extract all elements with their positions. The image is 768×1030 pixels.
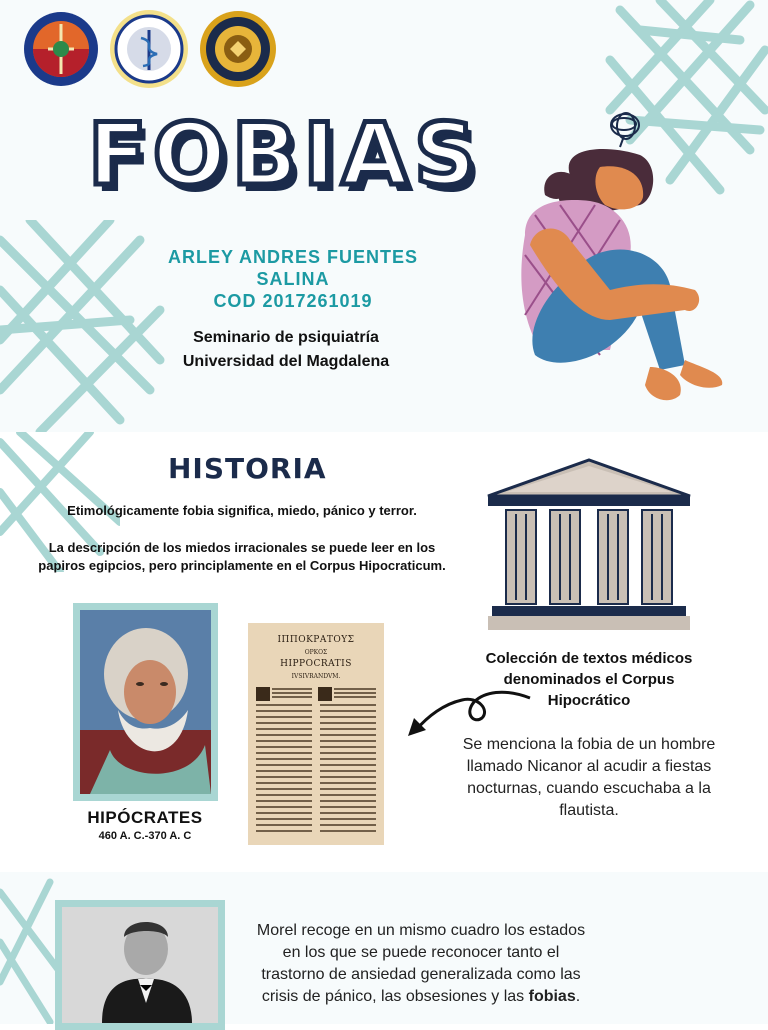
- manuscript-greek-subtitle: ΟΡΚΟΣ: [304, 649, 328, 656]
- author-block: [130, 246, 456, 312]
- student-code: COD 2017261019: [213, 291, 373, 311]
- header-section: [0, 0, 768, 432]
- egyptian-papyri-paragraph: La descripción de los miedos irracionales se puede leer en los papiros egipcios, pero principlamente en el Corpus Hipocraticum.: [38, 540, 446, 573]
- acreditacion-alta-calidad-seal-logo: [198, 9, 278, 89]
- corpus-collection-title: Colección de textos médicos denominados el Corpus Hipocrático: [485, 650, 693, 709]
- morel-period: .: [575, 988, 581, 1005]
- historia-heading: HISTORIA: [168, 452, 327, 485]
- medicina-seal-logo: [108, 8, 190, 90]
- hippocrates-name: HIPÓCRATES: [87, 808, 203, 827]
- page-title: FOBIAS: [88, 105, 482, 205]
- universidad-del-magdalena-seal-logo: [22, 10, 100, 88]
- corpus-manuscript-image: [248, 623, 384, 845]
- greek-temple-icon: [484, 458, 694, 634]
- etymology-paragraph: Etimológicamente fobia significa, miedo, pánico y terror.: [67, 503, 417, 518]
- hippocrates-portrait-image: [80, 610, 211, 794]
- seminar-block: [150, 326, 422, 374]
- manuscript-greek-title: ΙΠΠΟΚΡΑΤΟΥΣ: [277, 635, 355, 645]
- morel-fobias-bold: fobias: [528, 988, 576, 1005]
- morel-text: Morel recoge en un mismo cuadro los estados en los que se puede reconocer tanto el trastorno de ansiedad generalizada como las crisis de pánico, las obsesiones y las: [256, 922, 586, 1005]
- morel-portrait-frame: [55, 900, 225, 1030]
- anxious-woman-illustration: [500, 105, 730, 415]
- seminar-name: Seminario de psiquiatría: [193, 329, 379, 346]
- manuscript-latin-title: HIPPOCRATIS: [280, 659, 352, 669]
- nicanor-description: Se menciona la fobia de un hombre llamado Nicanor al acudir a fiestas nocturnas, cuando escuchaba a la flautista.: [462, 736, 716, 819]
- morel-portrait-image: [62, 907, 218, 1023]
- hippocrates-dates: 460 A. C.-370 A. C: [98, 830, 192, 842]
- morel-paragraph: [256, 920, 586, 1008]
- manuscript-latin-subtitle: IVSIVRANDVM.: [291, 673, 341, 680]
- hippocrates-portrait-frame: [73, 603, 218, 801]
- manuscript-text-lines: [248, 683, 384, 845]
- author-name: ARLEY ANDRES FUENTES SALINA: [167, 247, 419, 289]
- university-name: Universidad del Magdalena: [182, 353, 390, 370]
